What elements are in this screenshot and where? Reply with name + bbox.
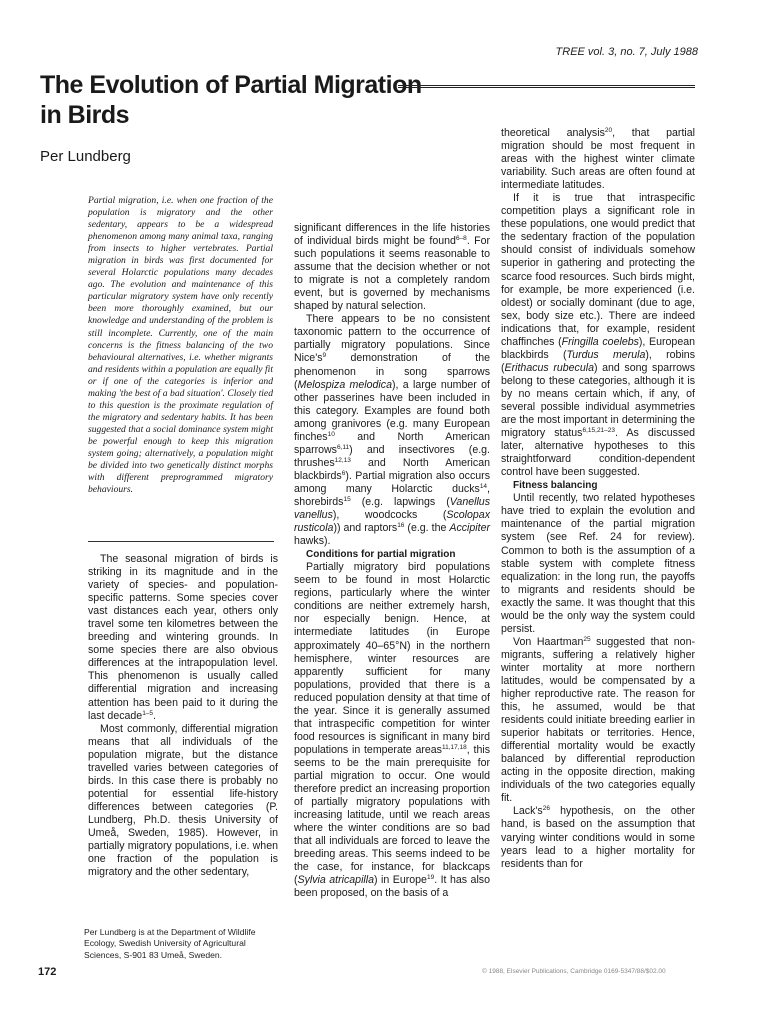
title-line-1: The Evolution of Partial Migration: [40, 71, 422, 99]
section-heading-fitness: Fitness balancing: [513, 480, 598, 492]
column-3: [501, 127, 695, 871]
col3-paragraph-4: Von Haartman$^{25}$ suggested that non-migrants, suffering a relatively higher winter mortality at more northern latitudes, would be compensated by a higher reproductive rate. The reason for this, he assumed, would be that residents could initiate breeding earlier in superior habitats or territories. Hence, differential mortality would be exactly balanced by differential reproduction acting in the opposite direction, making individuals of the two categories equally fit.: [501, 635, 695, 805]
abstract-text: Partial migration, i.e. when one fraction of the population is migratory and the other sedentary, appears to be a widespread phenomenon among many animal taxa, ranging from insects to higher vertebrates. Partial migration in birds was first documented for several Holarctic populations many decades ago. The evolution and maintenance of this particular migratory system have only recently been more thoroughly examined, but our knowledge and understanding of the problem is still incomplete. Currently, one of the main concerns is the fitness balancing of the two behavioural alternatives, i.e. whether migrants and residents within a population are equally fit or if one of the categories is inferior and making 'the best of a bad situation'. Closely tied to this question is the proximate regulation of the migratory and sedentary habits. It has been suggested that a social dominance system might be powerful enough to keep this migration system going; alternatively, a population might be divided into two genetically distinct morphs with different preprogrammed migratory behaviours.: [88, 195, 273, 496]
title-rule: [398, 85, 695, 88]
author-name: Per Lundberg: [40, 148, 131, 165]
copyright-notice: © 1988, Elsevier Publications, Cambridge 0169-5347/88/$02.00: [482, 968, 666, 975]
author-affiliation: Per Lundberg is at the Department of Wildlife Ecology, Swedish University of Agricultural Sciences, S-901 83 Umeå, Sweden.: [84, 927, 256, 960]
column-2: [294, 222, 490, 900]
col2-paragraph-2: There appears to be no consistent taxonomic pattern to the occurrence of partially migratory populations. Since $Nice's^9$ demonstration of the phenomenon in song sparrows (Melospiza melodica), a large number of other passerines have been included in this category. Examples are found both among granivores (e.g. many European finches$^{10}$ and North American sparrows$^{6,11}$) and insectivores (e.g. thrushes$^{12,13}$ and North American blackbirds$^6$). Partial migration also occurs among many Holarctic ducks$^{14}$, shorebirds$^{15}$ (e.g. lapwings (Vanellus vanellus), woodcocks (Scolopax rusticola)) and raptors$^{16}$ (e.g. the Accipiter hawks).: [294, 313, 490, 548]
abstract-rule: [88, 541, 274, 542]
col3-paragraph-3: Until recently, two related hypotheses have tried to explain the evolution and maintenance of the partial migration system (see Ref. 24 for review). Common to both is the assumption of a stable system with complete fitness equalization: in the long run, the payoffs to migrants and residents should be exactly the same. It was thought that this would be the only way the system could persist.: [501, 492, 695, 635]
col2-paragraph-1: significant differences in the life histories of individual birds might be found$^{6-8}$. For such populations it seems reasonable to assume that the decision whether or not to migrate is not a completely random event, but is governed by mechanisms shaped by natural selection.: [294, 222, 491, 313]
title-line-2: in Birds: [40, 101, 130, 129]
col1-paragraph-1: The seasonal migration of birds is striking in its magnitude and in the variety of species- and population-specific patterns. Some species cover vast distances each year, others only travel some ten kilometres between the breeding and wintering grounds. In some species there are also obvious differences at the intrapopulation level. This phenomenon is usually called differential migration and increasing attention has been paid to it during the last decade$^{1-5}$.: [88, 553, 278, 722]
col2-paragraph-3: Partially migratory bird populations seem to be found in most Holarctic regions, particularly where the winter conditions are neither extremely harsh, nor especially benign. Hence, at intermediate latitudes (in Europe approximately 40–65°N) in the northern hemisphere, winter resources are apparently sufficient for many populations, provided that there is a reduced population density at that time of the year. Since it is generally assumed that intraspecific competition for winter food resources is significant in many bird populations in temperate areas$^{11,17,18}$, this seems to be the main prerequisite for partial migration to occur. One would therefore predict an increasing proportion of partially migratory populations with increasing latitude, until we reach areas where the winter conditions are so bad that all individuals are forced to leave the breeding areas. This seems indeed to be the case, for instance, for blackcaps (Sylvia atricapilla) in Europe$^{19}$. It has also been proposed, on the basis of a: [294, 561, 491, 900]
journal-header: TREE vol. 3, no. 7, July 1988: [555, 46, 698, 58]
section-heading-conditions: Conditions for partial migration: [306, 549, 456, 561]
article-title: [40, 70, 440, 130]
col1-paragraph-2: Most commonly, differential migration means that all individuals of the population migrate, but the distance travelled varies between categories of birds. In this case there is probably no potential for essential life-history differences between categories (P. Lundberg, Ph.D. thesis University of Umeå, Sweden, 1985). However, in partially migratory populations, i.e. when one fraction of the population is migratory and the other sedentary,: [88, 722, 278, 879]
col3-paragraph-1: theoretical analysis$^{20}$, that partial migration should be most frequent in areas with the highest winter climate variability. Such areas are often found at intermediate latitudes.: [501, 127, 696, 192]
col3-paragraph-5: $Lack's^{26}$ hypothesis, on the other hand, is based on the assumption that varying winter conditions would in some years lead to a higher mortality for residents than for: [501, 805, 695, 870]
column-1: [88, 553, 278, 879]
page-number: 172: [38, 966, 57, 978]
abstract: [88, 195, 273, 496]
col3-paragraph-2: If it is true that intraspecific competition plays a significant role in these populations, one would predict that the sedentary fraction of the population should consist of individuals somehow superior in gathering and protecting the scarce food resources. Such birds might, for example, be more experienced (i.e. oldest) or socially dominant (due to age, sex, body size etc.). There are indeed indications that, for example, resident chaffinches (Fringilla coelebs), European blackbirds (Turdus merula), robins (Erithacus rubecula) and song sparrows belong to these categories, although it is by no means certain which, if any, of several possible individual asymmetries are the most important in determining the migratory status$^{6,15,21-23}$. As discussed later, alternative hypotheses to this straightforward condition-dependent control have been suggested.: [501, 192, 696, 479]
